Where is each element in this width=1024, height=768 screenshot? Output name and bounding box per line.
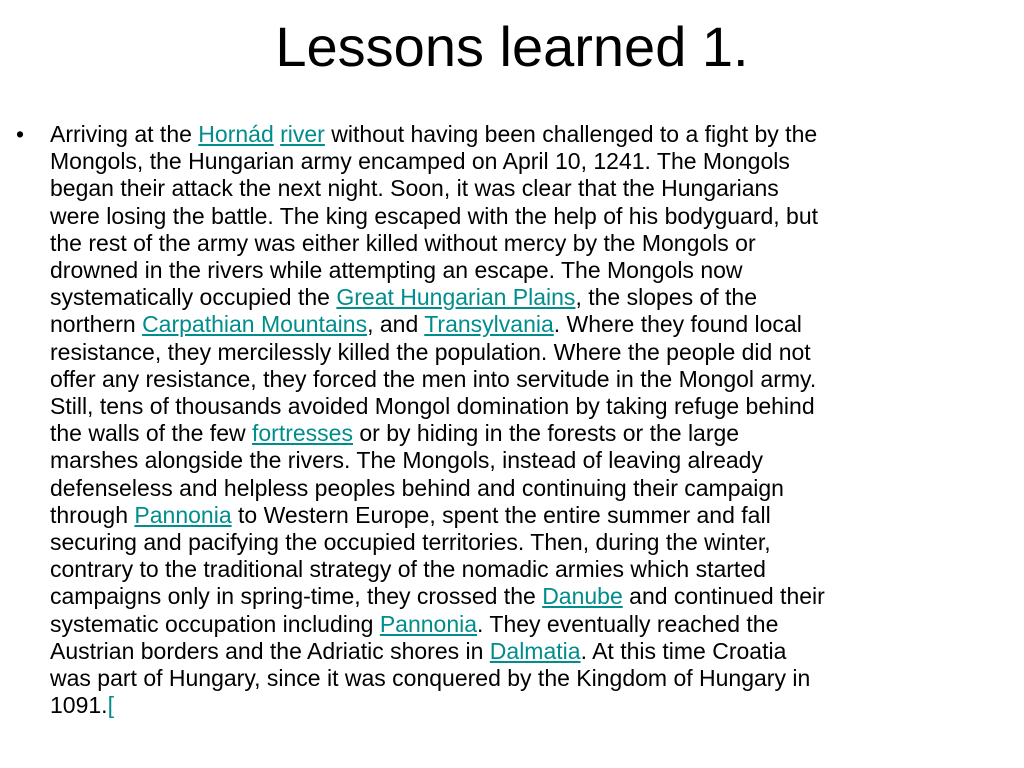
inline-link[interactable]: [ [107,692,114,719]
paragraph-line [50,502,1016,529]
paragraph-line [50,665,1016,692]
paragraph-line [50,339,1016,366]
text-run: contrary to the traditional strategy of the nomadic armies which started [50,556,766,583]
paragraph-line [50,311,1016,338]
inline-link[interactable]: Pannonia [379,610,478,637]
paragraph-line [50,420,1016,447]
text-run: Mongols, the Hungarian army encamped on April 10, 1241. The Mongols [50,148,790,175]
bullet-icon: • [16,121,25,147]
paragraph-line [50,638,1016,665]
text-run: . At this time Croatia [580,637,787,664]
text-run: 1091. [50,692,108,719]
paragraph-line [50,692,1016,719]
inline-link[interactable]: Transylvania [424,311,554,338]
paragraph-line [50,447,1016,474]
text-run: resistance, they mercilessly killed the population. Where the people did not [50,338,811,365]
text-run: Arriving at the [50,121,199,147]
text-run: Austrian borders and the Adriatic shores in [50,637,490,664]
text-run: northern [50,311,143,338]
text-run: began their attack the next night. Soon, it was clear that the Hungarians [50,175,779,202]
text-run: and continued their [622,583,825,610]
text-run: the walls of the few [50,420,252,447]
text-run: the rest of the army was either killed without mercy by the Mongols or [50,229,756,256]
inline-link[interactable]: fortresses [252,420,353,447]
paragraph-line [50,203,1016,230]
inline-link[interactable]: Hornád [198,121,274,147]
text-run: without having been challenged to a fight by the [324,121,818,147]
paragraph-line [50,175,1016,202]
text-run: , the slopes of the [575,284,758,311]
slide-title: Lessons learned 1. [275,15,749,78]
paragraph-line [50,148,1016,175]
text-run: through [50,501,135,528]
text-run: marshes alongside the rivers. The Mongols, instead of leaving already [50,447,763,474]
text-run: campaigns only in spring-time, they crossed the [50,583,543,610]
paragraph-line [50,529,1016,556]
inline-link[interactable]: Dalmatia [489,637,581,664]
text-run: or by hiding in the forests or the large [352,420,740,447]
text-run: securing and pacifying the occupied territories. Then, during the winter, [50,529,771,556]
paragraph-line [50,366,1016,393]
text-run: were losing the battle. The king escaped with the help of his bodyguard, but [50,202,819,229]
inline-link[interactable]: river [280,121,325,147]
paragraph-line [50,257,1016,284]
text-run: . Where they found local [553,311,802,338]
text-run: , and [367,311,425,338]
text-run: systematic occupation including [50,610,380,637]
paragraph-line [50,284,1016,311]
inline-link[interactable]: Danube [542,583,623,610]
text-run: to Western Europe, spent the entire summer and fall [231,501,771,528]
paragraph-line [50,556,1016,583]
text-run: offer any resistance, they forced the men into servitude in the Mongol army. [50,365,817,392]
text-run: . They eventually reached the [477,610,779,637]
paragraph-line [50,611,1016,638]
inline-link[interactable]: Pannonia [134,501,232,528]
inline-link[interactable]: Carpathian Mountains [142,311,368,338]
paragraph-line [50,475,1016,502]
text-run: systematically occupied the [50,284,337,311]
text-run: Still, tens of thousands avoided Mongol domination by taking refuge behind [50,393,815,420]
bullet-paragraph [50,121,1016,719]
paragraph-line [50,583,1016,610]
paragraph-line [50,121,1016,148]
inline-link[interactable]: Great Hungarian Plains [336,284,576,311]
paragraph-line [50,230,1016,257]
paragraph-line [50,393,1016,420]
text-run: drowned in the rivers while attempting an escape. The Mongols now [50,257,743,284]
text-run: was part of Hungary, since it was conquered by the Kingdom of Hungary in [50,665,811,692]
text-run: defenseless and helpless peoples behind and continuing their campaign [50,474,784,501]
